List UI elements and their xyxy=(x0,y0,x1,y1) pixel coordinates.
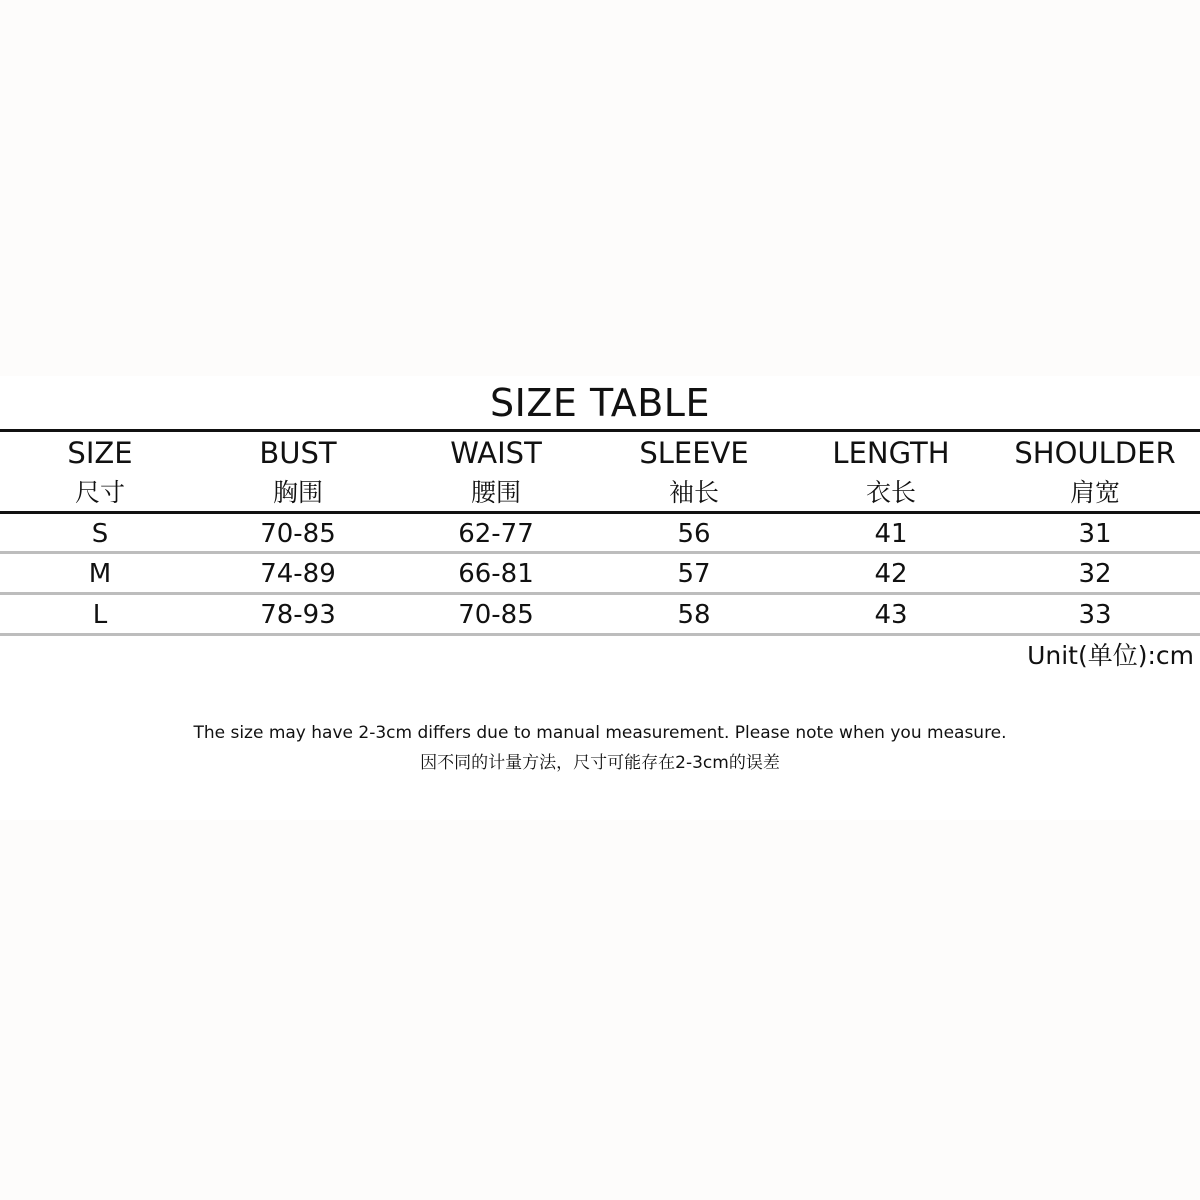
row-divider xyxy=(0,592,1200,595)
row-l-size: L xyxy=(92,600,108,630)
header-sleeve-en: SLEEVE xyxy=(639,436,749,470)
unit-label: Unit(单位):cm xyxy=(1027,641,1194,670)
row-m-waist: 66-81 xyxy=(458,559,534,589)
row-l-waist: 70-85 xyxy=(458,600,534,630)
row-s-length: 41 xyxy=(874,519,908,549)
row-s-waist: 62-77 xyxy=(458,519,534,549)
size-table-title: SIZE TABLE xyxy=(490,381,710,425)
row-m-shoulder: 32 xyxy=(1078,559,1112,589)
header-size-en: SIZE xyxy=(67,436,133,470)
row-s-sleeve: 56 xyxy=(677,519,711,549)
header-shoulder-en: SHOULDER xyxy=(1014,436,1176,470)
row-s-bust: 70-85 xyxy=(260,519,336,549)
table-bottom-rule xyxy=(0,633,1200,636)
row-s-shoulder: 31 xyxy=(1078,519,1112,549)
header-size-cn: 尺寸 xyxy=(74,478,125,507)
header-shoulder-cn: 肩宽 xyxy=(1069,478,1120,507)
row-m-sleeve: 57 xyxy=(677,559,711,589)
header-top-rule xyxy=(0,429,1200,432)
header-length-cn: 衣长 xyxy=(865,478,916,507)
row-m-bust: 74-89 xyxy=(260,559,336,589)
background-bottom xyxy=(0,820,1200,1200)
row-l-sleeve: 58 xyxy=(677,600,711,630)
header-waist-cn: 腰围 xyxy=(470,478,521,507)
row-m-size: M xyxy=(88,559,112,589)
header-sleeve-cn: 袖长 xyxy=(668,478,719,507)
row-l-length: 43 xyxy=(874,600,908,630)
row-divider xyxy=(0,551,1200,554)
row-m-length: 42 xyxy=(874,559,908,589)
background-top xyxy=(0,0,1200,376)
measurement-note-chinese: 因不同的计量方法，尺寸可能存在2-3cm的误差 xyxy=(420,753,780,773)
header-waist-en: WAIST xyxy=(450,436,542,470)
row-s-size: S xyxy=(91,519,109,549)
header-length-en: LENGTH xyxy=(832,436,950,470)
measurement-note-english: The size may have 2-3cm differs due to manual measurement. Please note when you measure. xyxy=(193,723,1007,743)
row-l-shoulder: 33 xyxy=(1078,600,1112,630)
header-bust-cn: 胸围 xyxy=(272,478,323,507)
header-bottom-rule xyxy=(0,511,1200,514)
row-l-bust: 78-93 xyxy=(260,600,336,630)
header-bust-en: BUST xyxy=(259,436,337,470)
